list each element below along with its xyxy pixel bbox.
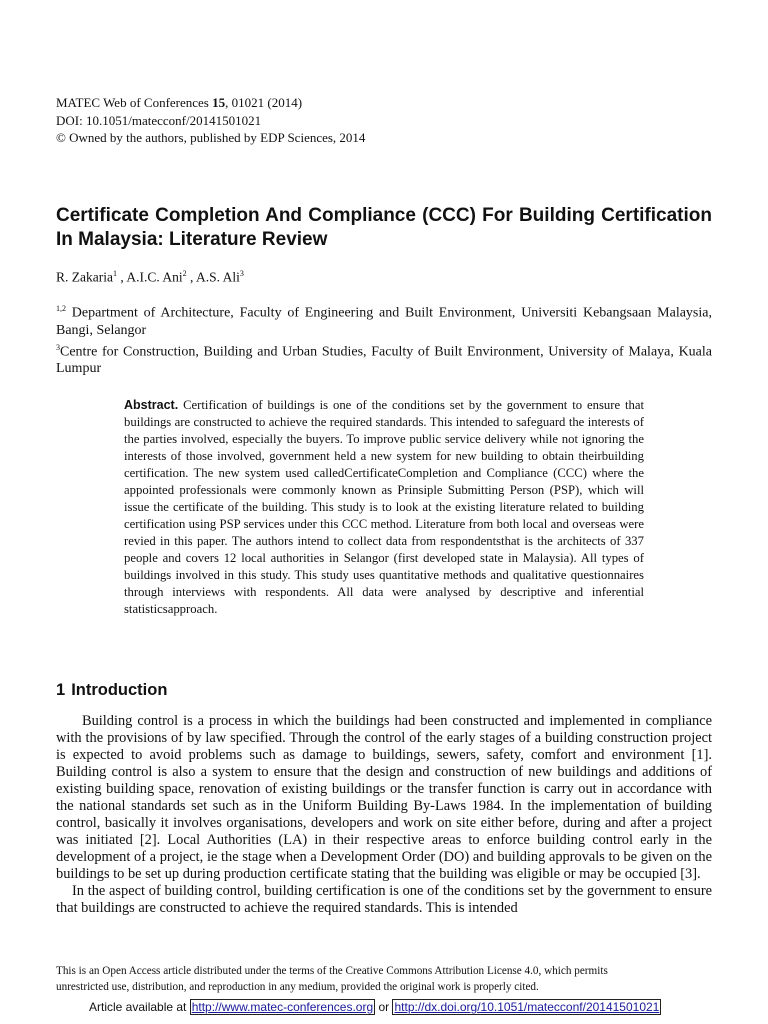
abstract: [124, 397, 644, 618]
license-line: This is an Open Access article distributed under the terms of the Creative Commons Attribution License 4.0, which permits: [56, 965, 608, 977]
author-name: , A.I.C. Ani: [116, 269, 183, 285]
journal-name: MATEC Web of Conferences: [56, 95, 213, 110]
affiliation-mark: 1,2: [56, 304, 66, 313]
article-availability: [89, 1000, 661, 1014]
paragraph: Building control is a process in which the buildings had been constructed and implemented in compliance with the provisions of by law specified. Through the control of the early stages of a building construction project is expected to avoid problems such as damage to buildings, sewers, safety, comfort and environment [1]. Building control is also a system to ensure that the design and construction of new buildings and additions of existing building space, renovation of existing buildings or the transfer function is carry out in accordance with the national standards set such as in the Uniform Building By-Laws 1984. In the implementation of building control, basically it involves organisations, developers and work on site either before, during and after a project was initiated [2]. Local Authorities (LA) in their respective areas to enforce building control early in the development of a project, ie the stage when a Development Order (DO) and building approvals to be given on the buildings to be set up during production certificate stating that the building was eligible or may be occupied [3].: [56, 713, 712, 882]
section-heading-introduction: [56, 681, 173, 700]
license-line: unrestricted use, distribution, and reproduction in any medium, provided the original work is properly cited.: [56, 981, 539, 993]
affiliation-1-2: [56, 300, 712, 339]
section-number: 1: [56, 681, 66, 699]
article-prefix: Article available at: [89, 1000, 190, 1014]
affiliations: [56, 300, 712, 377]
abstract-text: Certification of buildings is one of the conditions set by the government to ensure that buildings are constructed to achieve the required standards. This intended to safeguard the interests of the parties involved, especially the buyers. To improve public service delivery while not ignoring the interests of those involved, government held a new system for new building to obtain theirbuilding certification. The new system used calledCertificateCompletion and Compliance (CCC) where the appointed professionals were commonly known as Prinsiple Submitting Person (PSP), which will issue the certificate of the building. This study is to look at the existing literature related to building certification using PSP services under this CCC method. Literature from both local and overseas were revied in this paper. The authors intend to collect data from respondentsthat is the architects of 337 people and covers 12 local authorities in Selangor (first developed state in Malaysia). All types of buildings involved in this study. This study uses quantitative methods and qualitative questionnaires through interviews with respondents. All data were analysed by descriptive and inferential statisticsapproach.: [124, 398, 644, 616]
author-name: R. Zakaria: [56, 269, 113, 285]
abstract-label: Abstract.: [124, 398, 179, 412]
author-affiliation-mark: 2: [182, 269, 187, 278]
introduction-body: [56, 713, 712, 917]
author-list: [56, 269, 244, 286]
affiliation-mark: 3: [56, 342, 60, 352]
paragraph: In the aspect of building control, building certification is one of the conditions set by the government to ensure that buildings are constructed to achieve the required standards. This is intended: [56, 883, 712, 916]
doi-line: DOI: 10.1051/matecconf/20141501021: [56, 112, 262, 128]
license-notice: [56, 963, 712, 995]
journal-issue-year: , 01021 (2014): [225, 95, 303, 110]
affiliation-text: Department of Architecture, Faculty of Engineering and Built Environment, Universiti Kebangsaan Malaysia, Bangi, Selangor: [56, 305, 712, 338]
author-name: , A.S. Ali: [186, 269, 240, 285]
doi-link[interactable]: http://dx.doi.org/10.1051/matecconf/20141501021: [394, 1000, 660, 1014]
journal-volume: 15: [212, 95, 226, 110]
copyright-line: © Owned by the authors, published by EDP Sciences, 2014: [56, 130, 366, 145]
author-affiliation-mark: 1: [112, 269, 117, 278]
journal-citation: [56, 94, 365, 112]
paper-title: Certificate Completion And Compliance (CCC) For Building Certification In Malaysia: Literature Review: [56, 205, 712, 250]
affiliation-3: [56, 339, 712, 378]
matec-website-link[interactable]: http://www.matec-conferences.org: [191, 1000, 374, 1014]
author-affiliation-mark: 3: [239, 269, 244, 278]
or-text: or: [375, 1000, 393, 1014]
affiliation-text: Centre for Construction, Building and Urban Studies, Faculty of Built Environment, University of Malaya, Kuala Lumpur: [56, 344, 712, 377]
section-title: Introduction: [71, 681, 168, 699]
journal-header: [56, 94, 365, 147]
